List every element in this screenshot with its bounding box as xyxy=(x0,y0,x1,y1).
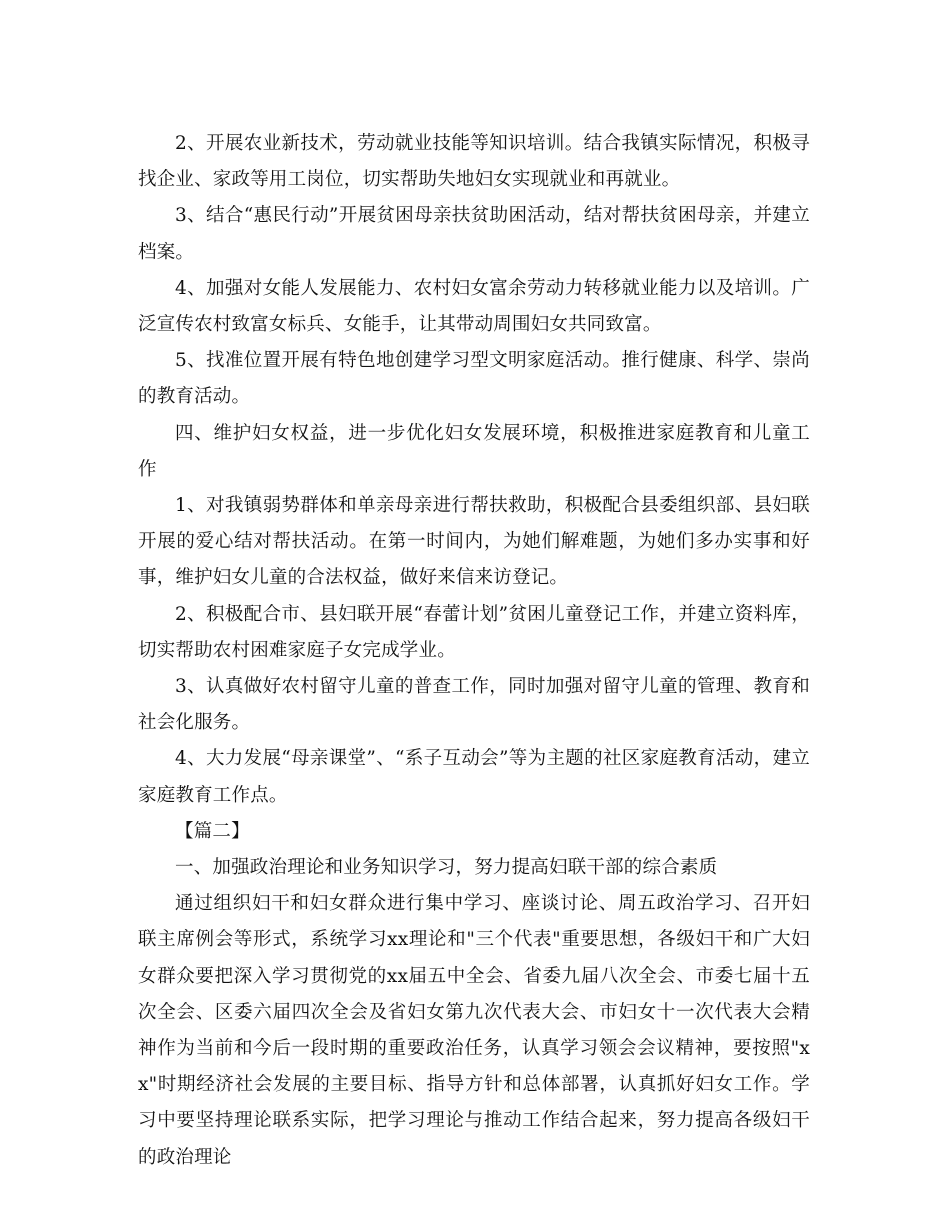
section-heading-womens-rights: 四、维护妇女权益，进一步优化妇女发展环境，积极推进家庭教育和儿童工作 xyxy=(138,422,810,480)
document-body xyxy=(138,126,810,1176)
paragraph-learning-families: 5、找准位置开展有特色地创建学习型文明家庭活动。推行健康、科学、崇尚的教育活动。 xyxy=(138,350,810,408)
paragraph-poverty-mothers: 3、结合“惠民行动”开展贫困母亲扶贫助困活动，结对帮扶贫困母亲，并建立档案。 xyxy=(138,205,810,263)
paragraph-study-details: 通过组织妇干和妇女群众进行集中学习、座谈讨论、周五政治学习、召开妇联主席例会等形式，系统学习xx理论和"三个代表"重要思想，各级妇干和广大妇女群众要把深入学习贯彻党的xx届五中全会、省委九届八次全会、市委七届十五次全会、区委六届四次全会及省妇女第九次代表大会、市妇女十一次代表大会精神作为当前和今后一段时期的重要政治任务，认真学习领会会议精神，要按照"xx"时期经济社会发展的主要目标、指导方针和总体部署，认真抓好妇女工作。学习中要坚持理论联系实际，把学习理论与推动工作结合起来，努力提高各级妇干的政治理论 xyxy=(138,893,810,1168)
section-heading-political-study: 一、加强政治理论和业务知识学习，努力提高妇联干部的综合素质 xyxy=(175,857,718,879)
paragraph-rural-labor: 4、加强对女能人发展能力、农村妇女富余劳动力转移就业能力以及培训。广泛宣传农村致富女标兵、女能手，让其带动周围妇女共同致富。 xyxy=(138,277,810,336)
part-two-heading: 【篇二】 xyxy=(175,820,250,842)
paragraph-left-behind-children: 3、认真做好农村留守儿童的普查工作，同时加强对留守儿童的管理、教育和社会化服务。 xyxy=(138,676,810,734)
paragraph-employment-training: 2、开展农业新技术，劳动就业技能等知识培训。结合我镇实际情况，积极寻找企业、家政等用工岗位，切实帮助失地妇女实现就业和再就业。 xyxy=(138,133,810,191)
paragraph-single-mothers: 1、对我镇弱势群体和单亲母亲进行帮扶救助，积极配合县委组织部、县妇联开展的爱心结对帮扶活动。在第一时间内，为她们解难题，为她们多办实事和好事，维护妇女儿童的合法权益，做好来信来访登记。 xyxy=(138,495,810,589)
paragraph-family-education: 4、大力发展“母亲课堂”、“系子互动会”等为主题的社区家庭教育活动，建立家庭教育工作点。 xyxy=(138,748,810,806)
paragraph-spring-bud-plan: 2、积极配合市、县妇联开展“春蕾计划”贫困儿童登记工作，并建立资料库，切实帮助农村困难家庭子女完成学业。 xyxy=(138,603,810,661)
